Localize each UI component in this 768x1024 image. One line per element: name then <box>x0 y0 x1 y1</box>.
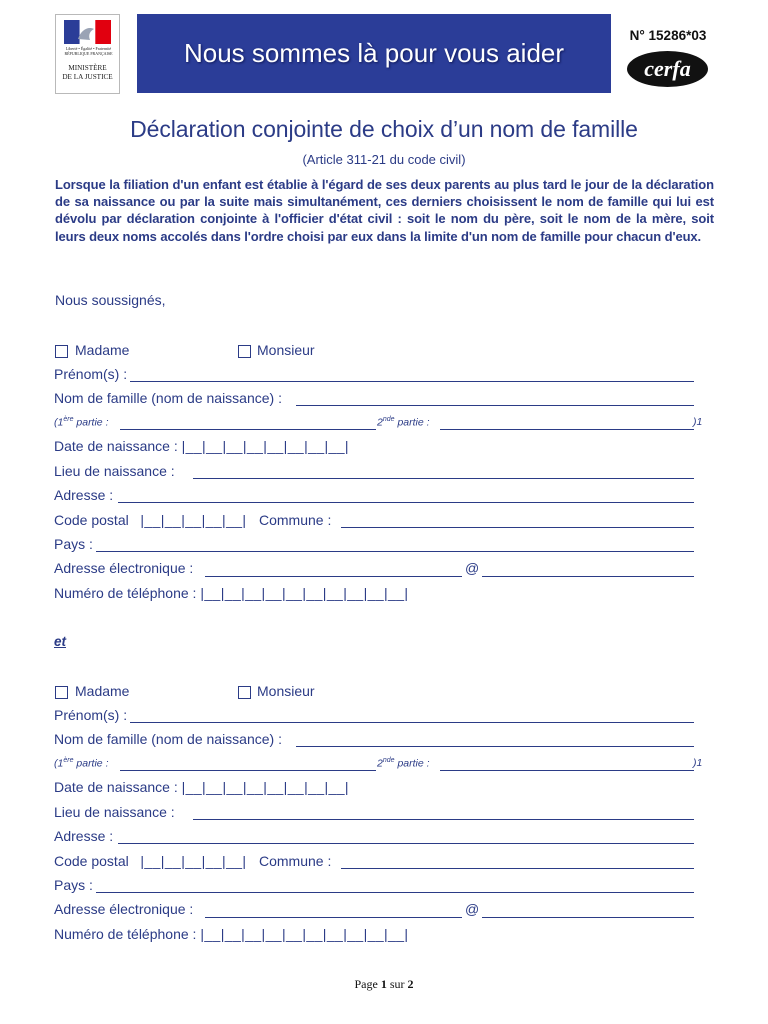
ministry-line: MINISTÈRE <box>68 64 107 72</box>
email-at: @ <box>465 560 480 576</box>
partie1-field[interactable] <box>120 770 376 771</box>
nom-famille-field[interactable] <box>296 405 694 406</box>
prenoms-label: Prénom(s) : <box>54 707 128 723</box>
commune-field[interactable] <box>341 868 694 869</box>
partie2-field[interactable] <box>440 429 694 430</box>
lieu-naissance-label: Lieu de naissance : <box>54 804 175 820</box>
partie1-open: (1 <box>54 416 64 429</box>
et-connector: et <box>54 634 67 649</box>
pays-label: Pays : <box>54 536 93 552</box>
partie2-sup: nde <box>382 416 395 423</box>
email-label: Adresse électronique : <box>54 560 194 576</box>
monsieur-checkbox[interactable] <box>238 345 251 358</box>
adresse-label: Adresse : <box>54 487 114 503</box>
partie1-rest: partie : <box>73 416 109 429</box>
date-naissance-field[interactable]: |__|__|__|__|__|__|__|__| <box>181 438 349 454</box>
soussignes-text: Nous soussignés, <box>55 292 166 308</box>
marianne-flag-icon <box>64 20 111 44</box>
date-naissance-label <box>54 779 349 797</box>
intro-paragraph: Lorsque la filiation d'un enfant est établie à l'égard de ses deux parents au plus tard le jour de la déclaration de sa naissance ou par la suite mais simultanément, ces derniers choisissent le nom de famille qui lui est dévolu par déclaration conjointe à l'officier d'état civil : soit le nom du père, soit le nom de la mère, soit leurs deux noms accolés dans l'ordre choisi par eux dans la limite d'un nom de famille pour chacun d'eux. <box>55 177 714 244</box>
telephone-label <box>54 926 408 944</box>
page-subtitle: (Article 311-21 du code civil) <box>302 152 466 167</box>
code-postal-label <box>54 853 246 871</box>
code-postal-text: Code postal <box>54 853 129 869</box>
date-naissance-field[interactable]: |__|__|__|__|__|__|__|__| <box>181 779 349 795</box>
banner: Nous sommes là pour vous aider <box>137 14 611 93</box>
telephone-text: Numéro de téléphone : <box>54 585 197 601</box>
adresse-label: Adresse : <box>54 828 114 844</box>
partie2-rest: partie : <box>394 416 430 429</box>
footer-page-total: 2 <box>407 977 414 991</box>
monsieur-checkbox[interactable] <box>238 686 251 699</box>
monsieur-label: Monsieur <box>257 683 315 699</box>
adresse-field[interactable] <box>118 843 694 844</box>
code-postal-label <box>54 512 246 530</box>
commune-field[interactable] <box>341 527 694 528</box>
partie1-label <box>54 416 109 434</box>
person-block-2 <box>0 681 768 951</box>
person-block-1 <box>0 340 768 610</box>
telephone-field[interactable]: |__|__|__|__|__|__|__|__|__|__| <box>200 926 409 942</box>
code-postal-text: Code postal <box>54 512 129 528</box>
email-domain-field[interactable] <box>482 576 694 577</box>
ministry-line: DE LA JUSTICE <box>62 73 113 81</box>
prenoms-field[interactable] <box>130 722 694 723</box>
pays-field[interactable] <box>96 892 694 893</box>
cerfa-logo: cerfa <box>627 51 708 87</box>
lieu-naissance-field[interactable] <box>193 819 694 820</box>
partie2-num: 2 <box>377 416 383 429</box>
date-naissance-text: Date de naissance : <box>54 779 178 795</box>
page-footer <box>0 977 768 992</box>
prenoms-label: Prénom(s) : <box>54 366 128 382</box>
partie1-sup: ère <box>63 757 74 764</box>
ministry-logo <box>55 14 120 94</box>
partie2-num: 2 <box>377 757 383 770</box>
nom-famille-field[interactable] <box>296 746 694 747</box>
code-postal-field[interactable]: |__|__|__|__|__| <box>140 853 247 869</box>
nom-famille-label: Nom de famille (nom de naissance) : <box>54 390 282 406</box>
partie-close: )1 <box>693 416 703 428</box>
republique-text: Liberté • Égalité • Fraternité RÉPUBLIQUE FRANÇAISE <box>64 46 113 56</box>
telephone-label <box>54 585 408 603</box>
madame-label: Madame <box>75 683 130 699</box>
commune-label: Commune : <box>259 853 332 869</box>
date-naissance-text: Date de naissance : <box>54 438 178 454</box>
lieu-naissance-label: Lieu de naissance : <box>54 463 175 479</box>
partie-close: )1 <box>693 757 703 769</box>
partie1-field[interactable] <box>120 429 376 430</box>
email-at: @ <box>465 901 480 917</box>
partie1-open: (1 <box>54 757 64 770</box>
madame-checkbox[interactable] <box>55 345 68 358</box>
partie1-label <box>54 757 109 775</box>
pays-label: Pays : <box>54 877 93 893</box>
email-label: Adresse électronique : <box>54 901 194 917</box>
telephone-text: Numéro de téléphone : <box>54 926 197 942</box>
nom-famille-label: Nom de famille (nom de naissance) : <box>54 731 282 747</box>
partie2-label <box>377 416 430 434</box>
partie2-sup: nde <box>382 757 395 764</box>
footer-prefix: Page <box>354 977 381 991</box>
partie1-rest: partie : <box>73 757 109 770</box>
partie2-label <box>377 757 430 775</box>
prenoms-field[interactable] <box>130 381 694 382</box>
email-user-field[interactable] <box>205 917 462 918</box>
madame-label: Madame <box>75 342 130 358</box>
email-domain-field[interactable] <box>482 917 694 918</box>
footer-page-number: 1 <box>380 977 387 991</box>
code-postal-field[interactable]: |__|__|__|__|__| <box>140 512 247 528</box>
page-title: Déclaration conjointe de choix d’un nom de famille <box>130 116 638 142</box>
cerfa-number: N° 15286*03 <box>629 28 707 43</box>
date-naissance-label <box>54 438 349 456</box>
commune-label: Commune : <box>259 512 332 528</box>
footer-mid: sur <box>386 977 408 991</box>
partie1-sup: ère <box>63 416 74 423</box>
email-user-field[interactable] <box>205 576 462 577</box>
adresse-field[interactable] <box>118 502 694 503</box>
partie2-field[interactable] <box>440 770 694 771</box>
partie2-rest: partie : <box>394 757 430 770</box>
lieu-naissance-field[interactable] <box>193 478 694 479</box>
pays-field[interactable] <box>96 551 694 552</box>
ministry-name <box>56 64 119 82</box>
monsieur-label: Monsieur <box>257 342 315 358</box>
madame-checkbox[interactable] <box>55 686 68 699</box>
telephone-field[interactable]: |__|__|__|__|__|__|__|__|__|__| <box>200 585 409 601</box>
